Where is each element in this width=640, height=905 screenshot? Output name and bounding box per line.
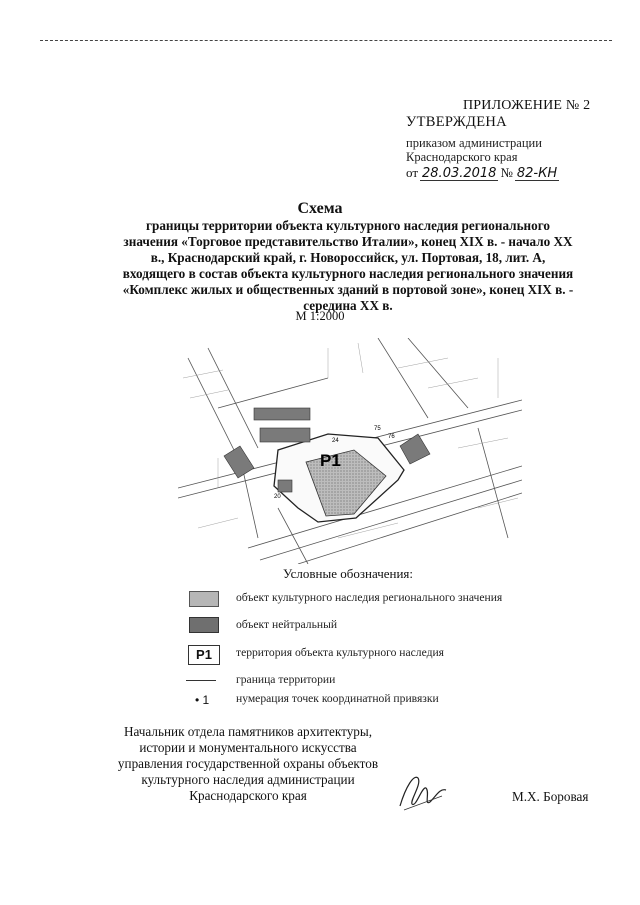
point-label: 76 bbox=[388, 434, 395, 440]
zone-label-p1: Р1 bbox=[320, 451, 341, 470]
map-scale: М 1:2000 bbox=[295, 309, 345, 323]
document-subtitle: границы территории объекта культурного наследия регионального значения «Торговое представительство Италии», конец XIX в. - начало XX в., Краснодарский край, г. Новороссийск, ул. Портовая, 18, лит. А, входящего в состав объекта культурного наследия регионального значения «Комплекс жилых и общественных зданий в портовой зоне», конец XIX в. - середина XX в. bbox=[122, 218, 574, 313]
point-label: 20 bbox=[274, 494, 281, 500]
signatory-position: Начальник отдела памятников архитектуры, истории и монументального искусства управления государственной охраны объектов культурного наследия администрации Краснодарского края bbox=[117, 724, 379, 803]
approved-label: УТВЕРЖДЕНА bbox=[406, 114, 507, 130]
legend-text-territory: территория объекта культурного наследия bbox=[236, 646, 445, 659]
legend-text-cultural: объект культурного наследия регионального значения bbox=[236, 591, 503, 604]
point-label: 75 bbox=[374, 426, 381, 432]
date-prefix: от bbox=[406, 165, 419, 180]
legend-text-points: нумерация точек координатной привязки bbox=[236, 692, 439, 705]
signature-mark bbox=[392, 766, 452, 816]
point-label: 24 bbox=[332, 438, 339, 444]
handwritten-number: 82-КН bbox=[516, 166, 558, 181]
number-prefix: № bbox=[500, 165, 513, 180]
legend-symbol-boundary bbox=[186, 680, 216, 681]
legend-swatch-neutral bbox=[189, 617, 219, 633]
date-line bbox=[406, 165, 559, 181]
top-divider bbox=[40, 40, 612, 41]
order-by-label: приказом администрации bbox=[406, 136, 542, 150]
neutral-object-e bbox=[278, 480, 292, 492]
legend-swatch-cultural bbox=[189, 591, 219, 607]
legend-text-boundary: граница территории bbox=[236, 673, 336, 686]
document-title: Схема bbox=[297, 200, 343, 217]
signer-name: М.Х. Боровая bbox=[512, 789, 589, 804]
site-map bbox=[178, 338, 522, 564]
legend-text-neutral: объект нейтральный bbox=[236, 618, 338, 631]
neutral-object-a bbox=[254, 408, 310, 420]
legend-symbol-points: • 1 bbox=[195, 693, 210, 707]
neutral-object-b bbox=[260, 428, 310, 442]
legend-title: Условные обозначения: bbox=[283, 566, 414, 581]
region-label: Краснодарского края bbox=[406, 150, 518, 164]
legend-symbol-territory: Р1 bbox=[188, 645, 220, 665]
appendix-label: ПРИЛОЖЕНИЕ № 2 bbox=[463, 98, 591, 113]
handwritten-date: 28.03.2018 bbox=[422, 166, 497, 181]
